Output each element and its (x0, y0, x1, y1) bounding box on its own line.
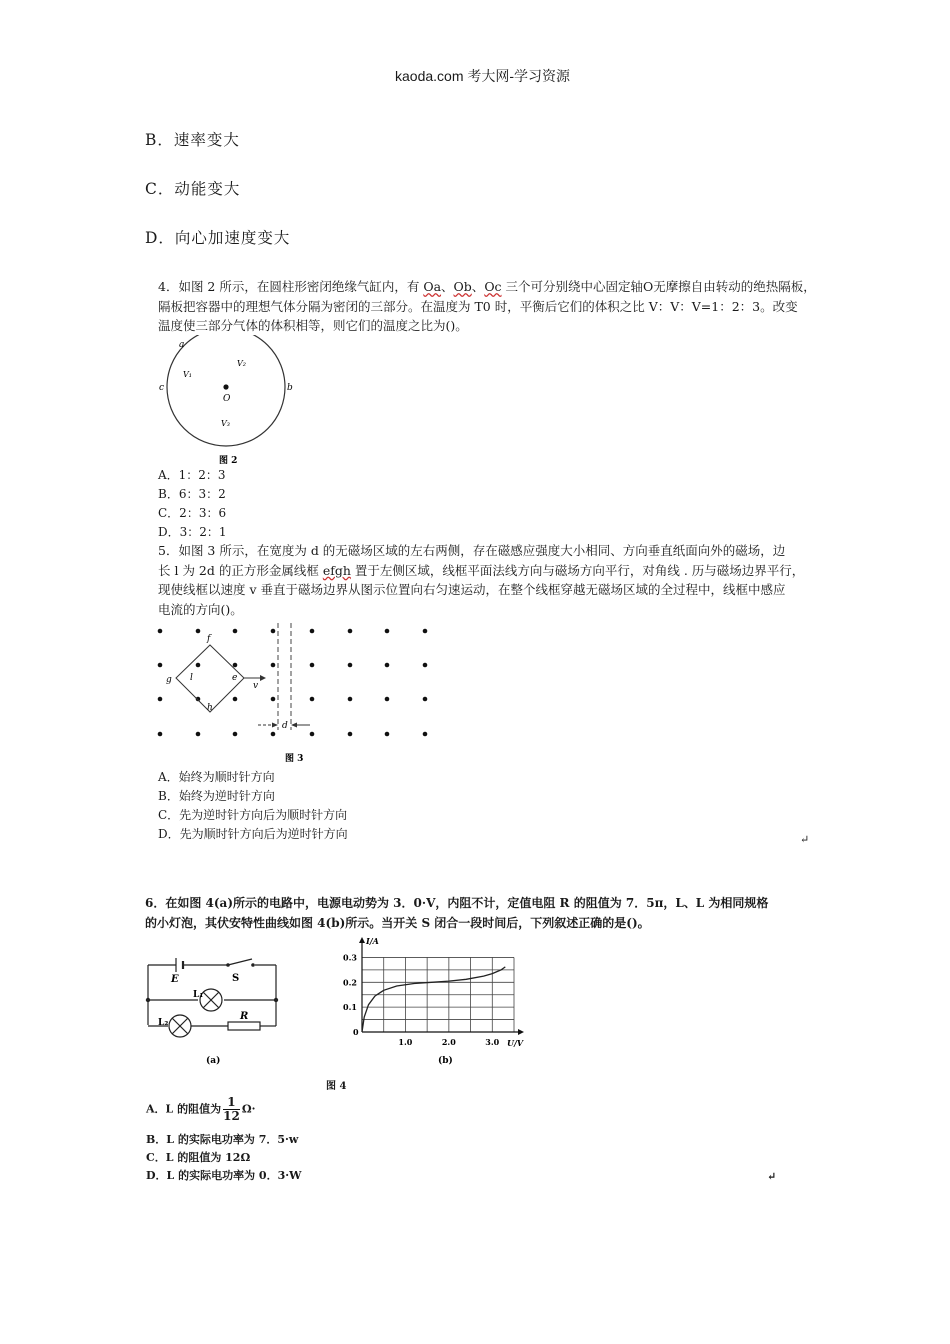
q5-options (158, 768, 348, 844)
q4-option-a: A．1：2：3 (158, 468, 226, 482)
figure-4-caption: 图 4 (326, 1081, 347, 1092)
field-dot (233, 629, 238, 634)
circuit-caption: (a) (206, 1056, 221, 1066)
center-point (223, 384, 228, 389)
field-dot (423, 629, 428, 634)
label-g: g (166, 675, 172, 685)
cylinder-circle (167, 335, 285, 446)
field-dot (310, 697, 315, 702)
field-dot (271, 629, 276, 634)
x-tick-label: 3.0 (485, 1037, 500, 1047)
field-dot (271, 732, 276, 737)
figure-2-caption: 图 2 (219, 456, 238, 466)
label-e: e (232, 673, 238, 683)
label-f: f (207, 634, 211, 644)
q5-option-d: D．先为顺时针方向后为逆时针方向 (158, 827, 348, 841)
q6-stem: 6．在如图 4(a)所示的电路中，电源电动势为 3．0·V，内阻不计，定值电阻 R 的阻值为 7．5π，L、L 为相同规格 的小灯泡，其伏安特性曲线如图 4(b)所示。当开关 S 闭合一段时间后，下列叙述正确的是()。 (145, 896, 769, 930)
q6-option-a: A．L 的阻值为 $\frac{1}{12}$ Ω· (146, 1095, 256, 1123)
y-tick-label: 0.1 (343, 1002, 357, 1013)
field-dot (233, 663, 238, 668)
q6-option-b: B．L 的实际电功率为 7．5·w (146, 1133, 299, 1146)
q3-option-c: C．动能变大 (145, 180, 241, 198)
label-l2: L₂ (158, 1018, 169, 1028)
return-mark-2: ↵ (767, 1170, 777, 1183)
field-dot (271, 663, 276, 668)
label-l1: L₁ (193, 990, 204, 1000)
q6-option-c: C．L 的阻值为 12Ω (146, 1151, 251, 1164)
label-a: a (179, 340, 185, 350)
label-v3: V₃ (221, 419, 230, 428)
q6-circuit-diagram (140, 955, 290, 1070)
y-tick-label: 0.2 (343, 977, 357, 988)
resistor-r (228, 1022, 260, 1030)
q5-option-b: B．始终为逆时针方向 (158, 789, 275, 803)
field-dot (423, 732, 428, 737)
label-e: E (171, 974, 179, 985)
y-axis-arrow (359, 937, 365, 943)
field-dot (423, 697, 428, 702)
field-dot (348, 663, 353, 668)
q4-figure-cylinder (150, 335, 300, 468)
field-dot (233, 732, 238, 737)
x-axis-label: U/V (507, 1038, 524, 1048)
label-s: S (232, 973, 240, 984)
q5-option-c: C．先为逆时针方向后为顺时针方向 (158, 808, 348, 822)
q5-figure-magnetic-field (150, 618, 450, 768)
page-header: kaoda.com 考大网-学习资源 (395, 68, 571, 84)
field-dot (385, 663, 390, 668)
label-r: R (240, 1011, 249, 1022)
x-axis-arrow (518, 1029, 524, 1035)
graph-caption: (b) (438, 1056, 453, 1066)
return-mark-1: ↵ (800, 833, 810, 846)
label-c: c (159, 383, 165, 393)
field-dot (310, 663, 315, 668)
velocity-arrowhead (260, 675, 266, 681)
q4-option-c: C．2：3：6 (158, 506, 227, 520)
figure-3-caption: 图 3 (285, 754, 304, 764)
q4-options (158, 466, 227, 542)
dim-right-arrowhead (291, 723, 297, 728)
field-dot (385, 629, 390, 634)
q6-option-d: D．L 的实际电功率为 0．3·W (146, 1169, 302, 1182)
label-v2: V₂ (237, 359, 246, 368)
field-dot (385, 732, 390, 737)
field-dot (423, 663, 428, 668)
q4-stem: 4．如图 2 所示，在圆柱形密闭绝缘气缸内，有 Oa、Ob、Oc 三个可分别绕中心固定轴O无摩擦自由转动的绝热隔板， 隔板把容器中的理想气体分隔为密闭的三部分。在温度为 T0 时，平衡后它们的体积之比 V：V：V=1：2：3。改变 温度使三部分气体的体积相等，则它们的温度之比为()。 (158, 279, 816, 333)
q6-iv-graph (330, 935, 530, 1070)
fraction-1-12: $\frac{1}{12}$ (223, 1095, 240, 1123)
label-o: O (223, 394, 231, 404)
field-dot (348, 732, 353, 737)
field-dot (158, 697, 163, 702)
label-h: h (207, 703, 213, 713)
field-dot (348, 629, 353, 634)
label-l: l (190, 673, 193, 683)
field-dot (196, 732, 201, 737)
label-v: v (253, 681, 259, 691)
x-tick-label: 2.0 (441, 1037, 456, 1047)
field-dot (158, 732, 163, 737)
field-dot (158, 629, 163, 634)
q4-option-b: B．6：3：2 (158, 487, 226, 501)
q3-option-d: D．向心加速度变大 (145, 229, 291, 247)
field-dot (310, 629, 315, 634)
x-tick-label: 1.0 (398, 1037, 413, 1047)
field-dot (196, 663, 201, 668)
y-axis-label: I/A (366, 936, 379, 946)
y-tick-label: 0 (353, 1027, 359, 1037)
dim-left-arrowhead (272, 723, 278, 728)
label-d: d (282, 721, 288, 731)
q3-option-b: B．速率变大 (145, 131, 240, 149)
q4-option-d: D．3：2：1 (158, 525, 227, 539)
field-dot (196, 629, 201, 634)
field-dot (310, 732, 315, 737)
q5-stem: 5．如图 3 所示，在宽度为 d 的无磁场区域的左右两侧，存在磁感应强度大小相同、方向垂直纸面向外的磁场，边 长 l 为 2d 的正方形金属线框 efgh 置于左侧区域，线框平面法线方向与磁场方向平行，对角线 . 历与磁场边界平行， 现使线框以速度 v 垂直于磁场边界从图示位置向右匀速运动，在整个线框穿越无磁场区域的全过程中，线框中感应 电流的方向()。 (158, 543, 805, 617)
field-dot (385, 697, 390, 702)
q6-options-bcd (146, 1131, 301, 1185)
field-dots (158, 629, 428, 737)
q5-option-a: A．始终为顺时针方向 (158, 770, 275, 784)
label-b: b (287, 383, 293, 393)
label-v1: V₁ (183, 370, 192, 379)
field-dot (348, 697, 353, 702)
switch-blade (228, 959, 252, 965)
y-tick-label: 0.3 (343, 952, 357, 963)
field-dot (271, 697, 276, 702)
field-dot (158, 663, 163, 668)
field-dot (233, 697, 238, 702)
